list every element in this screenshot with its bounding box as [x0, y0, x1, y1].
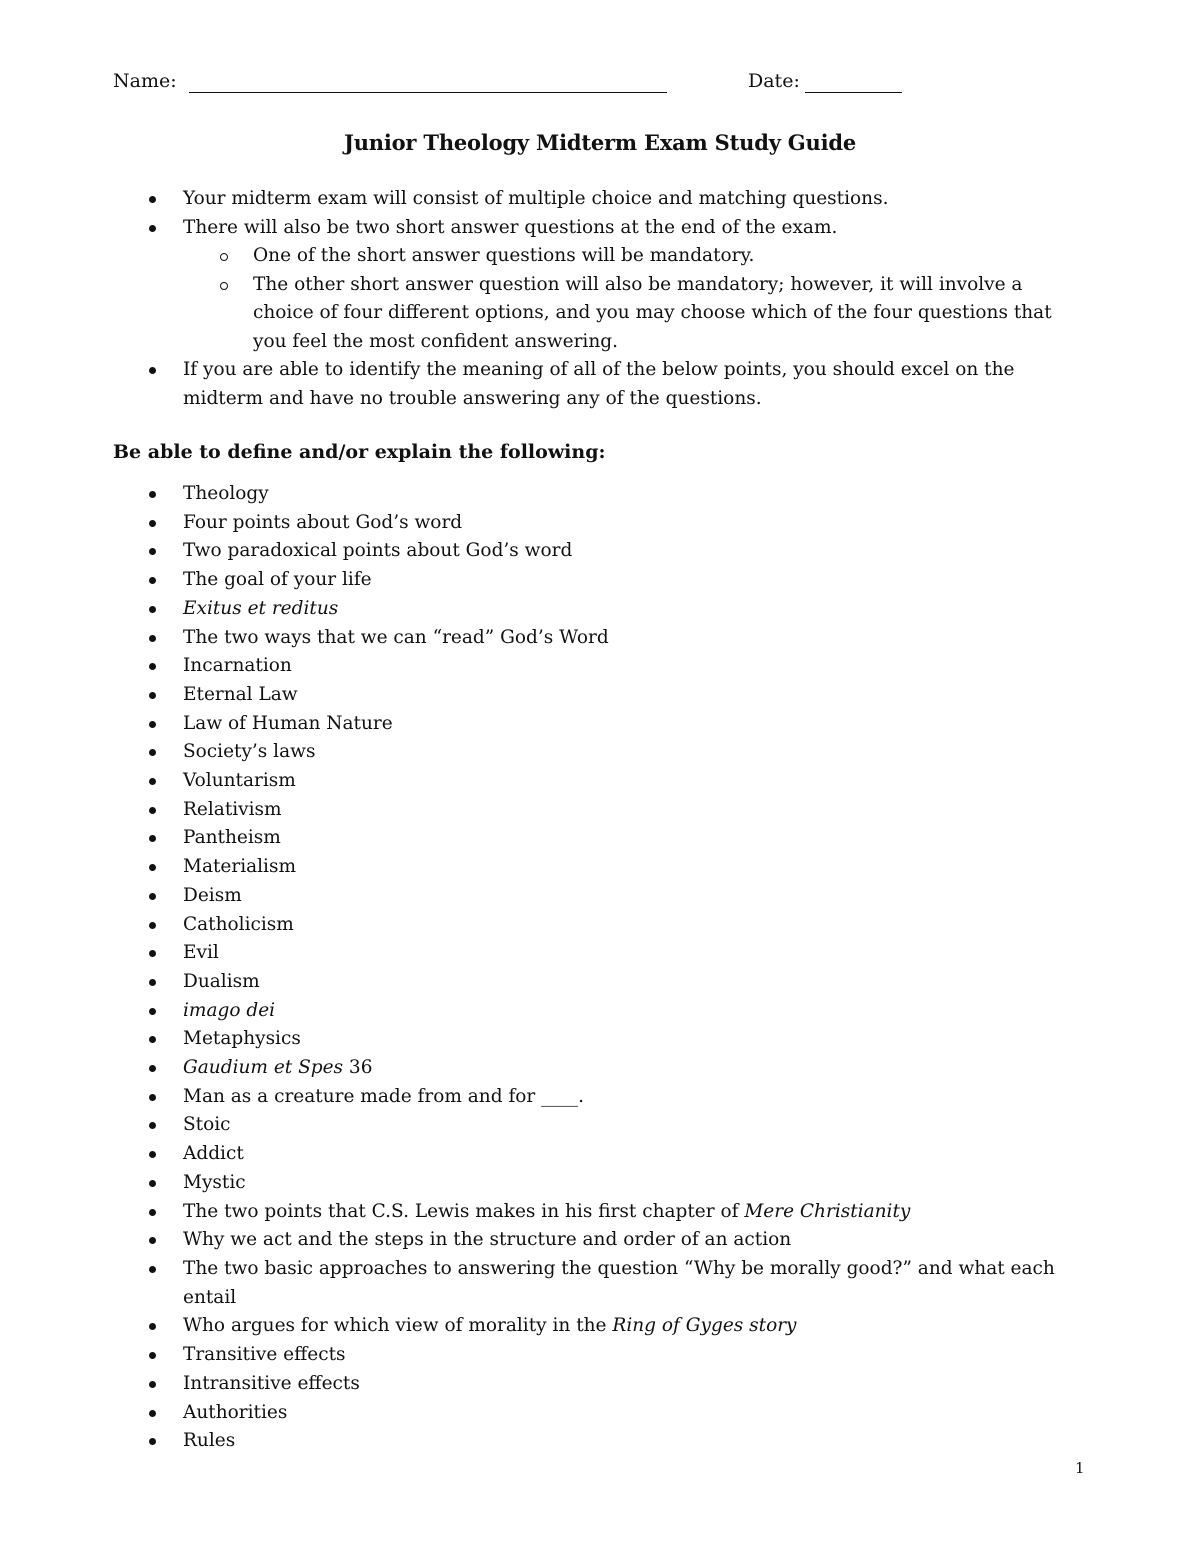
bullet-icon: [149, 721, 156, 728]
list-item: Deism: [183, 882, 1063, 911]
list-item: Catholicism: [183, 911, 1063, 940]
bullet-icon: [149, 663, 156, 670]
bullet-icon: [149, 1065, 156, 1072]
list-item: imago dei: [183, 997, 1063, 1026]
list-item: Relativism: [183, 796, 1063, 825]
list-item: Transitive effects: [183, 1341, 1063, 1370]
bullet-icon: [149, 922, 156, 929]
list-item: The goal of your life: [183, 566, 1063, 595]
bullet-icon: [149, 548, 156, 555]
list-item: Metaphysics: [183, 1025, 1063, 1054]
bullet-icon: [149, 807, 156, 814]
list-item: Why we act and the steps in the structure and order of an action: [183, 1226, 1063, 1255]
bullet-icon: [149, 577, 156, 584]
name-label: Name:: [113, 70, 177, 92]
list-item: Society’s laws: [183, 738, 1063, 767]
bullet-icon: [149, 835, 156, 842]
bullet-icon: [149, 1381, 156, 1388]
date-label: Date:: [748, 70, 800, 92]
list-item: Two paradoxical points about God’s word: [183, 537, 1063, 566]
bullet-icon: [149, 1094, 156, 1101]
list-item: Pantheism: [183, 824, 1063, 853]
list-item: Intransitive effects: [183, 1370, 1063, 1399]
intro-subitem: One of the short answer questions will be mandatory.: [253, 242, 1063, 271]
list-item: Man as a creature made from and for ____.: [183, 1083, 1063, 1112]
bullet-icon: [149, 1180, 156, 1187]
bullet-icon: [149, 606, 156, 613]
list-item: Law of Human Nature: [183, 710, 1063, 739]
list-item: Materialism: [183, 853, 1063, 882]
list-item: Authorities: [183, 1399, 1063, 1428]
bullet-icon: [149, 1237, 156, 1244]
section-heading: Be able to define and/or explain the following:: [113, 441, 606, 463]
intro-subitem: The other short answer question will also be mandatory; however, it will involve a choice of four different options, and you may choose which of the four questions that you feel the most confident answering.: [253, 271, 1063, 357]
bullet-icon: [149, 864, 156, 871]
list-item: Rules: [183, 1427, 1063, 1456]
list-item: The two basic approaches to answering the question “Why be morally good?” and what each entail: [183, 1255, 1063, 1312]
bullet-icon: [149, 893, 156, 900]
intro-item: Your midterm exam will consist of multiple choice and matching questions.: [183, 185, 1063, 214]
bullet-icon: [149, 1352, 156, 1359]
list-item: Voluntarism: [183, 767, 1063, 796]
bullet-icon: [149, 367, 156, 374]
list-item: Incarnation: [183, 652, 1063, 681]
list-item: Evil: [183, 939, 1063, 968]
list-item: The two ways that we can “read” God’s Word: [183, 624, 1063, 653]
list-item: Mystic: [183, 1169, 1063, 1198]
bullet-icon: [149, 520, 156, 527]
bullet-icon: [149, 1410, 156, 1417]
list-item: Who argues for which view of morality in the Ring of Gyges story: [183, 1312, 1063, 1341]
name-date-row: [113, 70, 1050, 100]
terms-list: [183, 480, 1063, 1456]
hollow-bullet-icon: [220, 282, 228, 290]
bullet-icon: [149, 1036, 156, 1043]
list-item: Eternal Law: [183, 681, 1063, 710]
bullet-icon: [149, 1209, 156, 1216]
bullet-icon: [149, 1122, 156, 1129]
page-title: Junior Theology Midterm Exam Study Guide: [343, 130, 857, 155]
bullet-icon: [149, 692, 156, 699]
bullet-icon: [149, 979, 156, 986]
list-item: Addict: [183, 1140, 1063, 1169]
intro-sublist: [183, 242, 1063, 356]
list-item: Stoic: [183, 1111, 1063, 1140]
list-item: Theology: [183, 480, 1063, 509]
bullet-icon: [149, 1151, 156, 1158]
date-blank-line: [805, 92, 902, 93]
intro-item: There will also be two short answer questions at the end of the exam. One of the short answer questions will be mandatory. The other short answer question will also be mandatory; however, it will involve a choice of four different options, and you may choose which of the four questions that you feel the most confident answering.: [183, 214, 1063, 357]
intro-item: If you are able to identify the meaning of all of the below points, you should excel on the midterm and have no trouble answering any of the questions.: [183, 356, 1063, 413]
list-item: Gaudium et Spes 36: [183, 1054, 1063, 1083]
bullet-icon: [149, 491, 156, 498]
list-item: Dualism: [183, 968, 1063, 997]
list-item: Four points about God’s word: [183, 509, 1063, 538]
bullet-icon: [149, 196, 156, 203]
hollow-bullet-icon: [220, 253, 228, 261]
name-blank-line: [189, 92, 667, 93]
bullet-icon: [149, 950, 156, 957]
bullet-icon: [149, 778, 156, 785]
bullet-icon: [149, 635, 156, 642]
intro-list: [183, 185, 1063, 413]
bullet-icon: [149, 225, 156, 232]
list-item: The two points that C.S. Lewis makes in his first chapter of Mere Christianity: [183, 1198, 1063, 1227]
bullet-icon: [149, 1008, 156, 1015]
bullet-icon: [149, 749, 156, 756]
list-item: Exitus et reditus: [183, 595, 1063, 624]
bullet-icon: [149, 1438, 156, 1445]
page-number: 1: [1075, 1459, 1085, 1477]
bullet-icon: [149, 1266, 156, 1273]
bullet-icon: [149, 1323, 156, 1330]
